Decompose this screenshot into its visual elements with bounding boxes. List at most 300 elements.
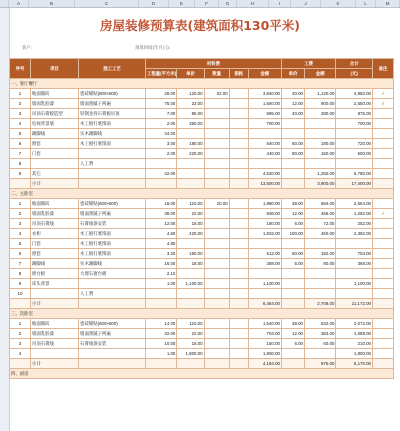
column-header-d[interactable]: D: [139, 0, 169, 7]
table-cell[interactable]: 40.00: [281, 109, 304, 119]
table-cell[interactable]: [373, 349, 394, 359]
table-cell[interactable]: [305, 239, 336, 249]
table-cell[interactable]: [30, 289, 78, 299]
table-cell[interactable]: 1,260.00: [305, 169, 336, 179]
table-cell[interactable]: 460.00: [305, 229, 336, 239]
table-cell[interactable]: 1,100.00: [336, 279, 373, 289]
table-cell[interactable]: [373, 299, 394, 309]
table-cell[interactable]: 木工板打底饰面: [79, 239, 146, 249]
table-cell[interactable]: [146, 359, 177, 369]
column-header-f[interactable]: F: [195, 0, 219, 7]
table-cell[interactable]: [336, 269, 373, 279]
table-cell[interactable]: 4,520.00: [248, 169, 281, 179]
table-cell[interactable]: 瓷砖铺贴(800×800): [79, 89, 146, 99]
table-cell[interactable]: 38.00: [281, 199, 304, 209]
header-amount[interactable]: 数量: [204, 69, 229, 79]
table-cell[interactable]: 瓷砖铺贴(600×600): [79, 199, 146, 209]
table-cell[interactable]: 875.00: [336, 109, 373, 119]
table-cell[interactable]: √: [373, 89, 394, 99]
table-cell[interactable]: 4.80: [146, 239, 177, 249]
table-cell[interactable]: [281, 289, 304, 299]
table-cell[interactable]: [204, 159, 229, 169]
table-cell[interactable]: 11,172.00: [336, 299, 373, 309]
table-cell[interactable]: [177, 129, 204, 139]
table-cell[interactable]: 9: [10, 169, 31, 179]
table-cell[interactable]: [177, 269, 204, 279]
table-cell[interactable]: 人工费: [79, 289, 146, 299]
table-cell[interactable]: [79, 359, 146, 369]
table-cell[interactable]: 4.60: [146, 229, 177, 239]
table-cell[interactable]: 512.00: [248, 249, 281, 259]
table-cell[interactable]: 木工板打底饰面: [79, 229, 146, 239]
table-cell[interactable]: 2,664.00: [336, 199, 373, 209]
table-cell[interactable]: 墙面乳胶漆: [30, 329, 78, 339]
table-cell[interactable]: 40.00: [281, 89, 304, 99]
table-cell[interactable]: 1,980.00: [248, 199, 281, 209]
table-cell[interactable]: [229, 329, 248, 339]
table-cell[interactable]: √: [373, 209, 394, 219]
table-cell[interactable]: [79, 179, 146, 189]
table-cell[interactable]: [229, 339, 248, 349]
table-cell[interactable]: [204, 109, 229, 119]
table-cell[interactable]: 8: [10, 269, 31, 279]
table-cell[interactable]: [177, 159, 204, 169]
table-cell[interactable]: 192.00: [305, 249, 336, 259]
table-cell[interactable]: [373, 129, 394, 139]
header-labor-price[interactable]: 单价: [281, 69, 304, 79]
table-cell[interactable]: 10: [10, 289, 31, 299]
table-cell[interactable]: [281, 239, 304, 249]
table-cell[interactable]: 160.00: [177, 249, 204, 259]
table-cell[interactable]: 3: [10, 219, 31, 229]
table-cell[interactable]: [281, 269, 304, 279]
table-cell[interactable]: [229, 289, 248, 299]
table-cell[interactable]: [204, 239, 229, 249]
table-cell[interactable]: 18.00: [146, 199, 177, 209]
table-cell[interactable]: [305, 129, 336, 139]
table-cell[interactable]: 12.00: [281, 209, 304, 219]
table-cell[interactable]: 2.10: [146, 269, 177, 279]
table-cell[interactable]: 180.00: [305, 139, 336, 149]
table-cell[interactable]: [146, 179, 177, 189]
table-cell[interactable]: [373, 169, 394, 179]
table-cell[interactable]: [229, 229, 248, 239]
table-cell[interactable]: 吊顶石膏线: [30, 339, 78, 349]
table-cell[interactable]: 轻钢龙骨石膏板吊顶: [79, 109, 146, 119]
table-cell[interactable]: 实木踢脚线: [79, 129, 146, 139]
table-cell[interactable]: [204, 299, 229, 309]
table-cell[interactable]: 大理石窗台板: [79, 269, 146, 279]
table-cell[interactable]: 1,800.00: [336, 349, 373, 359]
table-cell[interactable]: 1,650.00: [248, 99, 281, 109]
header-labor-total[interactable]: 金额: [305, 69, 336, 79]
table-cell[interactable]: 6.00: [281, 339, 304, 349]
table-cell[interactable]: 110.00: [177, 199, 204, 209]
table-cell[interactable]: 5,170.00: [336, 359, 373, 369]
table-cell[interactable]: [204, 229, 229, 239]
table-cell[interactable]: [10, 359, 31, 369]
table-cell[interactable]: 1,120.00: [305, 89, 336, 99]
table-cell[interactable]: 16.00: [146, 259, 177, 269]
table-cell[interactable]: [373, 199, 394, 209]
table-cell[interactable]: [373, 329, 394, 339]
table-cell[interactable]: [229, 219, 248, 229]
table-cell[interactable]: 4: [10, 229, 31, 239]
table-cell[interactable]: 2: [10, 99, 31, 109]
table-cell[interactable]: 456.00: [305, 209, 336, 219]
table-cell[interactable]: 420.00: [177, 229, 204, 239]
table-cell[interactable]: [336, 129, 373, 139]
table-cell[interactable]: [229, 149, 248, 159]
table-cell[interactable]: 5,780.00: [336, 169, 373, 179]
table-cell[interactable]: [204, 249, 229, 259]
table-cell[interactable]: [204, 99, 229, 109]
table-cell[interactable]: [204, 319, 229, 329]
table-cell[interactable]: [229, 129, 248, 139]
header-yuan[interactable]: (元): [336, 69, 373, 79]
table-cell[interactable]: [373, 119, 394, 129]
table-cell[interactable]: [281, 159, 304, 169]
table-cell[interactable]: [10, 179, 31, 189]
section-title[interactable]: 一、客厅餐厅: [10, 79, 394, 89]
header-material-total[interactable]: 金额: [248, 69, 281, 79]
table-cell[interactable]: 18.00: [177, 259, 204, 269]
table-cell[interactable]: [204, 259, 229, 269]
table-cell[interactable]: 7.00: [146, 109, 177, 119]
table-cell[interactable]: [229, 159, 248, 169]
table-cell[interactable]: [204, 279, 229, 289]
table-cell[interactable]: [204, 269, 229, 279]
table-cell[interactable]: √: [373, 99, 394, 109]
table-cell[interactable]: 3: [10, 109, 31, 119]
table-cell[interactable]: 600.00: [336, 149, 373, 159]
table-cell[interactable]: [10, 299, 31, 309]
table-cell[interactable]: 墙面乳胶漆: [30, 209, 78, 219]
table-cell[interactable]: 280.00: [305, 109, 336, 119]
table-cell[interactable]: 22.00: [177, 99, 204, 109]
table-cell[interactable]: 实木踢脚线: [79, 259, 146, 269]
table-cell[interactable]: [177, 169, 204, 179]
table-cell[interactable]: 地面铺砖: [30, 199, 78, 209]
table-cell[interactable]: 2: [10, 329, 31, 339]
table-cell[interactable]: [373, 359, 394, 369]
table-cell[interactable]: 150.00: [248, 339, 281, 349]
table-cell[interactable]: 4,960.00: [336, 89, 373, 99]
table-cell[interactable]: 350.00: [177, 119, 204, 129]
table-cell[interactable]: [373, 239, 394, 249]
table-cell[interactable]: 踢脚线: [30, 259, 78, 269]
table-cell[interactable]: 15.00: [177, 219, 204, 229]
table-cell[interactable]: [204, 339, 229, 349]
table-cell[interactable]: [336, 239, 373, 249]
table-cell[interactable]: 60.00: [281, 249, 304, 259]
table-cell[interactable]: [229, 119, 248, 129]
table-cell[interactable]: 3,900.00: [305, 179, 336, 189]
table-cell[interactable]: [79, 149, 146, 159]
table-cell[interactable]: 床头背景: [30, 279, 78, 289]
table-cell[interactable]: [373, 109, 394, 119]
table-cell[interactable]: 72.00: [305, 219, 336, 229]
table-cell[interactable]: 木工板打底饰面: [79, 119, 146, 129]
column-header-c[interactable]: C: [75, 0, 139, 7]
table-cell[interactable]: [204, 209, 229, 219]
table-cell[interactable]: 900.00: [305, 99, 336, 109]
table-cell[interactable]: 704.00: [336, 249, 373, 259]
table-cell[interactable]: 人工费: [79, 159, 146, 169]
header-process[interactable]: 施工工艺: [79, 59, 146, 79]
table-cell[interactable]: 684.00: [305, 199, 336, 209]
table-cell[interactable]: 石膏线条安装: [79, 339, 146, 349]
table-cell[interactable]: 9: [10, 279, 31, 289]
table-cell[interactable]: [229, 99, 248, 109]
table-cell[interactable]: 368.00: [336, 259, 373, 269]
table-cell[interactable]: 210.00: [336, 339, 373, 349]
table-cell[interactable]: 532.00: [305, 319, 336, 329]
table-cell[interactable]: [305, 159, 336, 169]
table-cell[interactable]: [177, 289, 204, 299]
header-qty[interactable]: 工程量(平方米): [146, 69, 177, 79]
table-cell[interactable]: [229, 279, 248, 289]
table-cell[interactable]: [248, 269, 281, 279]
table-cell[interactable]: 836.00: [248, 209, 281, 219]
table-cell[interactable]: 6: [10, 139, 31, 149]
subtotal-label[interactable]: 小计: [30, 299, 78, 309]
table-cell[interactable]: 窗套: [30, 249, 78, 259]
column-header-e[interactable]: E: [169, 0, 195, 7]
table-cell[interactable]: 窗台板: [30, 269, 78, 279]
table-cell[interactable]: 1.00: [146, 279, 177, 289]
table-cell[interactable]: [229, 109, 248, 119]
table-cell[interactable]: [229, 259, 248, 269]
table-cell[interactable]: [373, 269, 394, 279]
section-title[interactable]: 二、主卧室: [10, 189, 394, 199]
table-cell[interactable]: 1.00: [146, 349, 177, 359]
table-cell[interactable]: [305, 119, 336, 129]
table-cell[interactable]: [146, 289, 177, 299]
table-cell[interactable]: 8: [10, 159, 31, 169]
table-cell[interactable]: [79, 299, 146, 309]
table-cell[interactable]: 700.00: [248, 119, 281, 129]
table-cell[interactable]: 2,550.00: [336, 99, 373, 109]
table-cell[interactable]: 13,500.00: [248, 179, 281, 189]
table-cell[interactable]: [79, 279, 146, 289]
column-header-g[interactable]: G: [219, 0, 237, 7]
table-cell[interactable]: 440.00: [248, 149, 281, 159]
table-cell[interactable]: 其它: [30, 169, 78, 179]
column-header-h[interactable]: H: [237, 0, 269, 7]
table-cell[interactable]: [229, 319, 248, 329]
table-cell[interactable]: 120.00: [177, 89, 204, 99]
table-cell[interactable]: 1,100.00: [248, 279, 281, 289]
table-cell[interactable]: 28.00: [146, 89, 177, 99]
table-cell[interactable]: 5: [10, 129, 31, 139]
table-cell[interactable]: [229, 199, 248, 209]
table-cell[interactable]: 石膏线条安装: [79, 219, 146, 229]
select-all-corner[interactable]: [0, 0, 9, 7]
table-cell[interactable]: 门套: [30, 239, 78, 249]
table-cell[interactable]: 15.00: [177, 339, 204, 349]
header-item[interactable]: 项目: [30, 59, 78, 79]
table-cell[interactable]: [248, 159, 281, 169]
table-cell[interactable]: 吊顶石膏板造型: [30, 109, 78, 119]
table-cell[interactable]: 160.00: [305, 149, 336, 159]
table-cell[interactable]: [373, 149, 394, 159]
table-cell[interactable]: 32.00: [146, 329, 177, 339]
table-cell[interactable]: [146, 159, 177, 169]
header-unit-price[interactable]: 单价: [177, 69, 204, 79]
table-cell[interactable]: [204, 149, 229, 159]
table-cell[interactable]: 976.00: [305, 359, 336, 369]
section-title[interactable]: 四、厨房: [10, 369, 394, 379]
table-cell[interactable]: [204, 219, 229, 229]
table-cell[interactable]: 4: [10, 349, 31, 359]
table-cell[interactable]: 1,292.00: [336, 209, 373, 219]
table-cell[interactable]: [281, 299, 304, 309]
table-cell[interactable]: 180.00: [248, 219, 281, 229]
table-cell[interactable]: [204, 129, 229, 139]
table-cell[interactable]: 220.00: [177, 149, 204, 159]
table-cell[interactable]: 60.00: [281, 139, 304, 149]
column-header-l[interactable]: L: [356, 0, 376, 7]
table-cell[interactable]: [79, 169, 146, 179]
table-cell[interactable]: 540.00: [248, 139, 281, 149]
column-header-a[interactable]: A: [9, 0, 29, 7]
table-cell[interactable]: [229, 249, 248, 259]
table-cell[interactable]: [373, 339, 394, 349]
table-cell[interactable]: [204, 179, 229, 189]
table-cell[interactable]: 7: [10, 259, 31, 269]
table-cell[interactable]: [281, 169, 304, 179]
table-cell[interactable]: 踢脚线: [30, 129, 78, 139]
header-labor[interactable]: 工费: [281, 59, 335, 69]
table-cell[interactable]: [336, 159, 373, 169]
table-cell[interactable]: [373, 179, 394, 189]
table-cell[interactable]: [373, 249, 394, 259]
table-cell[interactable]: 吊顶石膏线: [30, 219, 78, 229]
table-cell[interactable]: 1,088.00: [336, 329, 373, 339]
table-cell[interactable]: [373, 159, 394, 169]
subtotal-label[interactable]: 小计: [30, 359, 78, 369]
column-header-k[interactable]: K: [321, 0, 356, 7]
table-cell[interactable]: 3: [10, 339, 31, 349]
table-cell[interactable]: 6.00: [281, 219, 304, 229]
table-cell[interactable]: 3.00: [146, 139, 177, 149]
table-cell[interactable]: 地面铺砖: [30, 89, 78, 99]
table-cell[interactable]: [373, 279, 394, 289]
table-cell[interactable]: [229, 209, 248, 219]
table-cell[interactable]: [281, 349, 304, 359]
table-cell[interactable]: 100.00: [281, 229, 304, 239]
table-cell[interactable]: 22.00: [177, 329, 204, 339]
table-cell[interactable]: [177, 239, 204, 249]
table-cell[interactable]: 38.00: [281, 319, 304, 329]
table-cell[interactable]: [305, 279, 336, 289]
table-cell[interactable]: [204, 359, 229, 369]
table-cell[interactable]: [229, 269, 248, 279]
table-cell[interactable]: [281, 129, 304, 139]
table-cell[interactable]: 252.00: [336, 219, 373, 229]
table-cell[interactable]: 42.00: [146, 169, 177, 179]
header-remark[interactable]: 备注: [373, 59, 394, 79]
table-cell[interactable]: 17,400.00: [336, 179, 373, 189]
table-cell[interactable]: 12.00: [281, 329, 304, 339]
column-header-j[interactable]: J: [291, 0, 321, 7]
table-cell[interactable]: 电视背景墙: [30, 119, 78, 129]
table-cell[interactable]: [204, 329, 229, 339]
table-cell[interactable]: [281, 179, 304, 189]
table-cell[interactable]: 1,932.00: [248, 229, 281, 239]
table-cell[interactable]: 木工板打底饰面: [79, 139, 146, 149]
table-cell[interactable]: 瓷砖铺贴(600×600): [79, 319, 146, 329]
table-cell[interactable]: [305, 269, 336, 279]
table-cell[interactable]: 12.00: [281, 99, 304, 109]
table-cell[interactable]: 288.00: [248, 259, 281, 269]
table-cell[interactable]: 墙面刮腻子两遍: [79, 329, 146, 339]
table-cell[interactable]: 20.00: [204, 199, 229, 209]
table-cell[interactable]: 地面铺砖: [30, 319, 78, 329]
table-cell[interactable]: 7: [10, 149, 31, 159]
table-cell[interactable]: 110.00: [177, 319, 204, 329]
table-cell[interactable]: [204, 169, 229, 179]
table-cell[interactable]: [373, 319, 394, 329]
table-cell[interactable]: [281, 119, 304, 129]
table-cell[interactable]: 1,800.00: [248, 349, 281, 359]
table-cell[interactable]: [204, 119, 229, 129]
table-cell[interactable]: 2,392.00: [336, 229, 373, 239]
table-cell[interactable]: [229, 169, 248, 179]
table-cell[interactable]: 2,708.00: [305, 299, 336, 309]
header-loss[interactable]: 损耗: [229, 69, 248, 79]
table-cell[interactable]: 22.00: [177, 209, 204, 219]
table-cell[interactable]: 墙面刮腻子两遍: [79, 209, 146, 219]
subtotal-label[interactable]: 小计: [30, 179, 78, 189]
table-cell[interactable]: 700.00: [336, 119, 373, 129]
table-cell[interactable]: 门套: [30, 149, 78, 159]
table-cell[interactable]: [373, 219, 394, 229]
table-cell[interactable]: 6,464.00: [248, 299, 281, 309]
table-cell[interactable]: [177, 179, 204, 189]
table-cell[interactable]: [281, 359, 304, 369]
table-cell[interactable]: [204, 289, 229, 299]
table-cell[interactable]: [373, 229, 394, 239]
table-cell[interactable]: 4,194.00: [248, 359, 281, 369]
table-cell[interactable]: [229, 89, 248, 99]
table-cell[interactable]: [373, 259, 394, 269]
table-cell[interactable]: 2: [10, 209, 31, 219]
table-cell[interactable]: [229, 349, 248, 359]
column-header-m[interactable]: M: [376, 0, 400, 7]
table-cell[interactable]: [229, 239, 248, 249]
table-cell[interactable]: [30, 349, 78, 359]
table-cell[interactable]: 180.00: [177, 139, 204, 149]
table-cell[interactable]: [146, 299, 177, 309]
table-cell[interactable]: [229, 179, 248, 189]
table-cell[interactable]: [281, 279, 304, 289]
table-cell[interactable]: 75.00: [146, 99, 177, 109]
table-cell[interactable]: 5: [10, 239, 31, 249]
table-cell[interactable]: [229, 359, 248, 369]
table-cell[interactable]: 80.00: [281, 149, 304, 159]
table-cell[interactable]: 2.00: [146, 119, 177, 129]
table-cell[interactable]: 1: [10, 319, 31, 329]
table-cell[interactable]: 85.00: [177, 109, 204, 119]
table-cell[interactable]: 60.00: [305, 339, 336, 349]
table-cell[interactable]: [204, 349, 229, 359]
table-cell[interactable]: 2.00: [146, 149, 177, 159]
table-cell[interactable]: 384.00: [305, 329, 336, 339]
table-cell[interactable]: [204, 139, 229, 149]
table-cell[interactable]: 窗套: [30, 139, 78, 149]
